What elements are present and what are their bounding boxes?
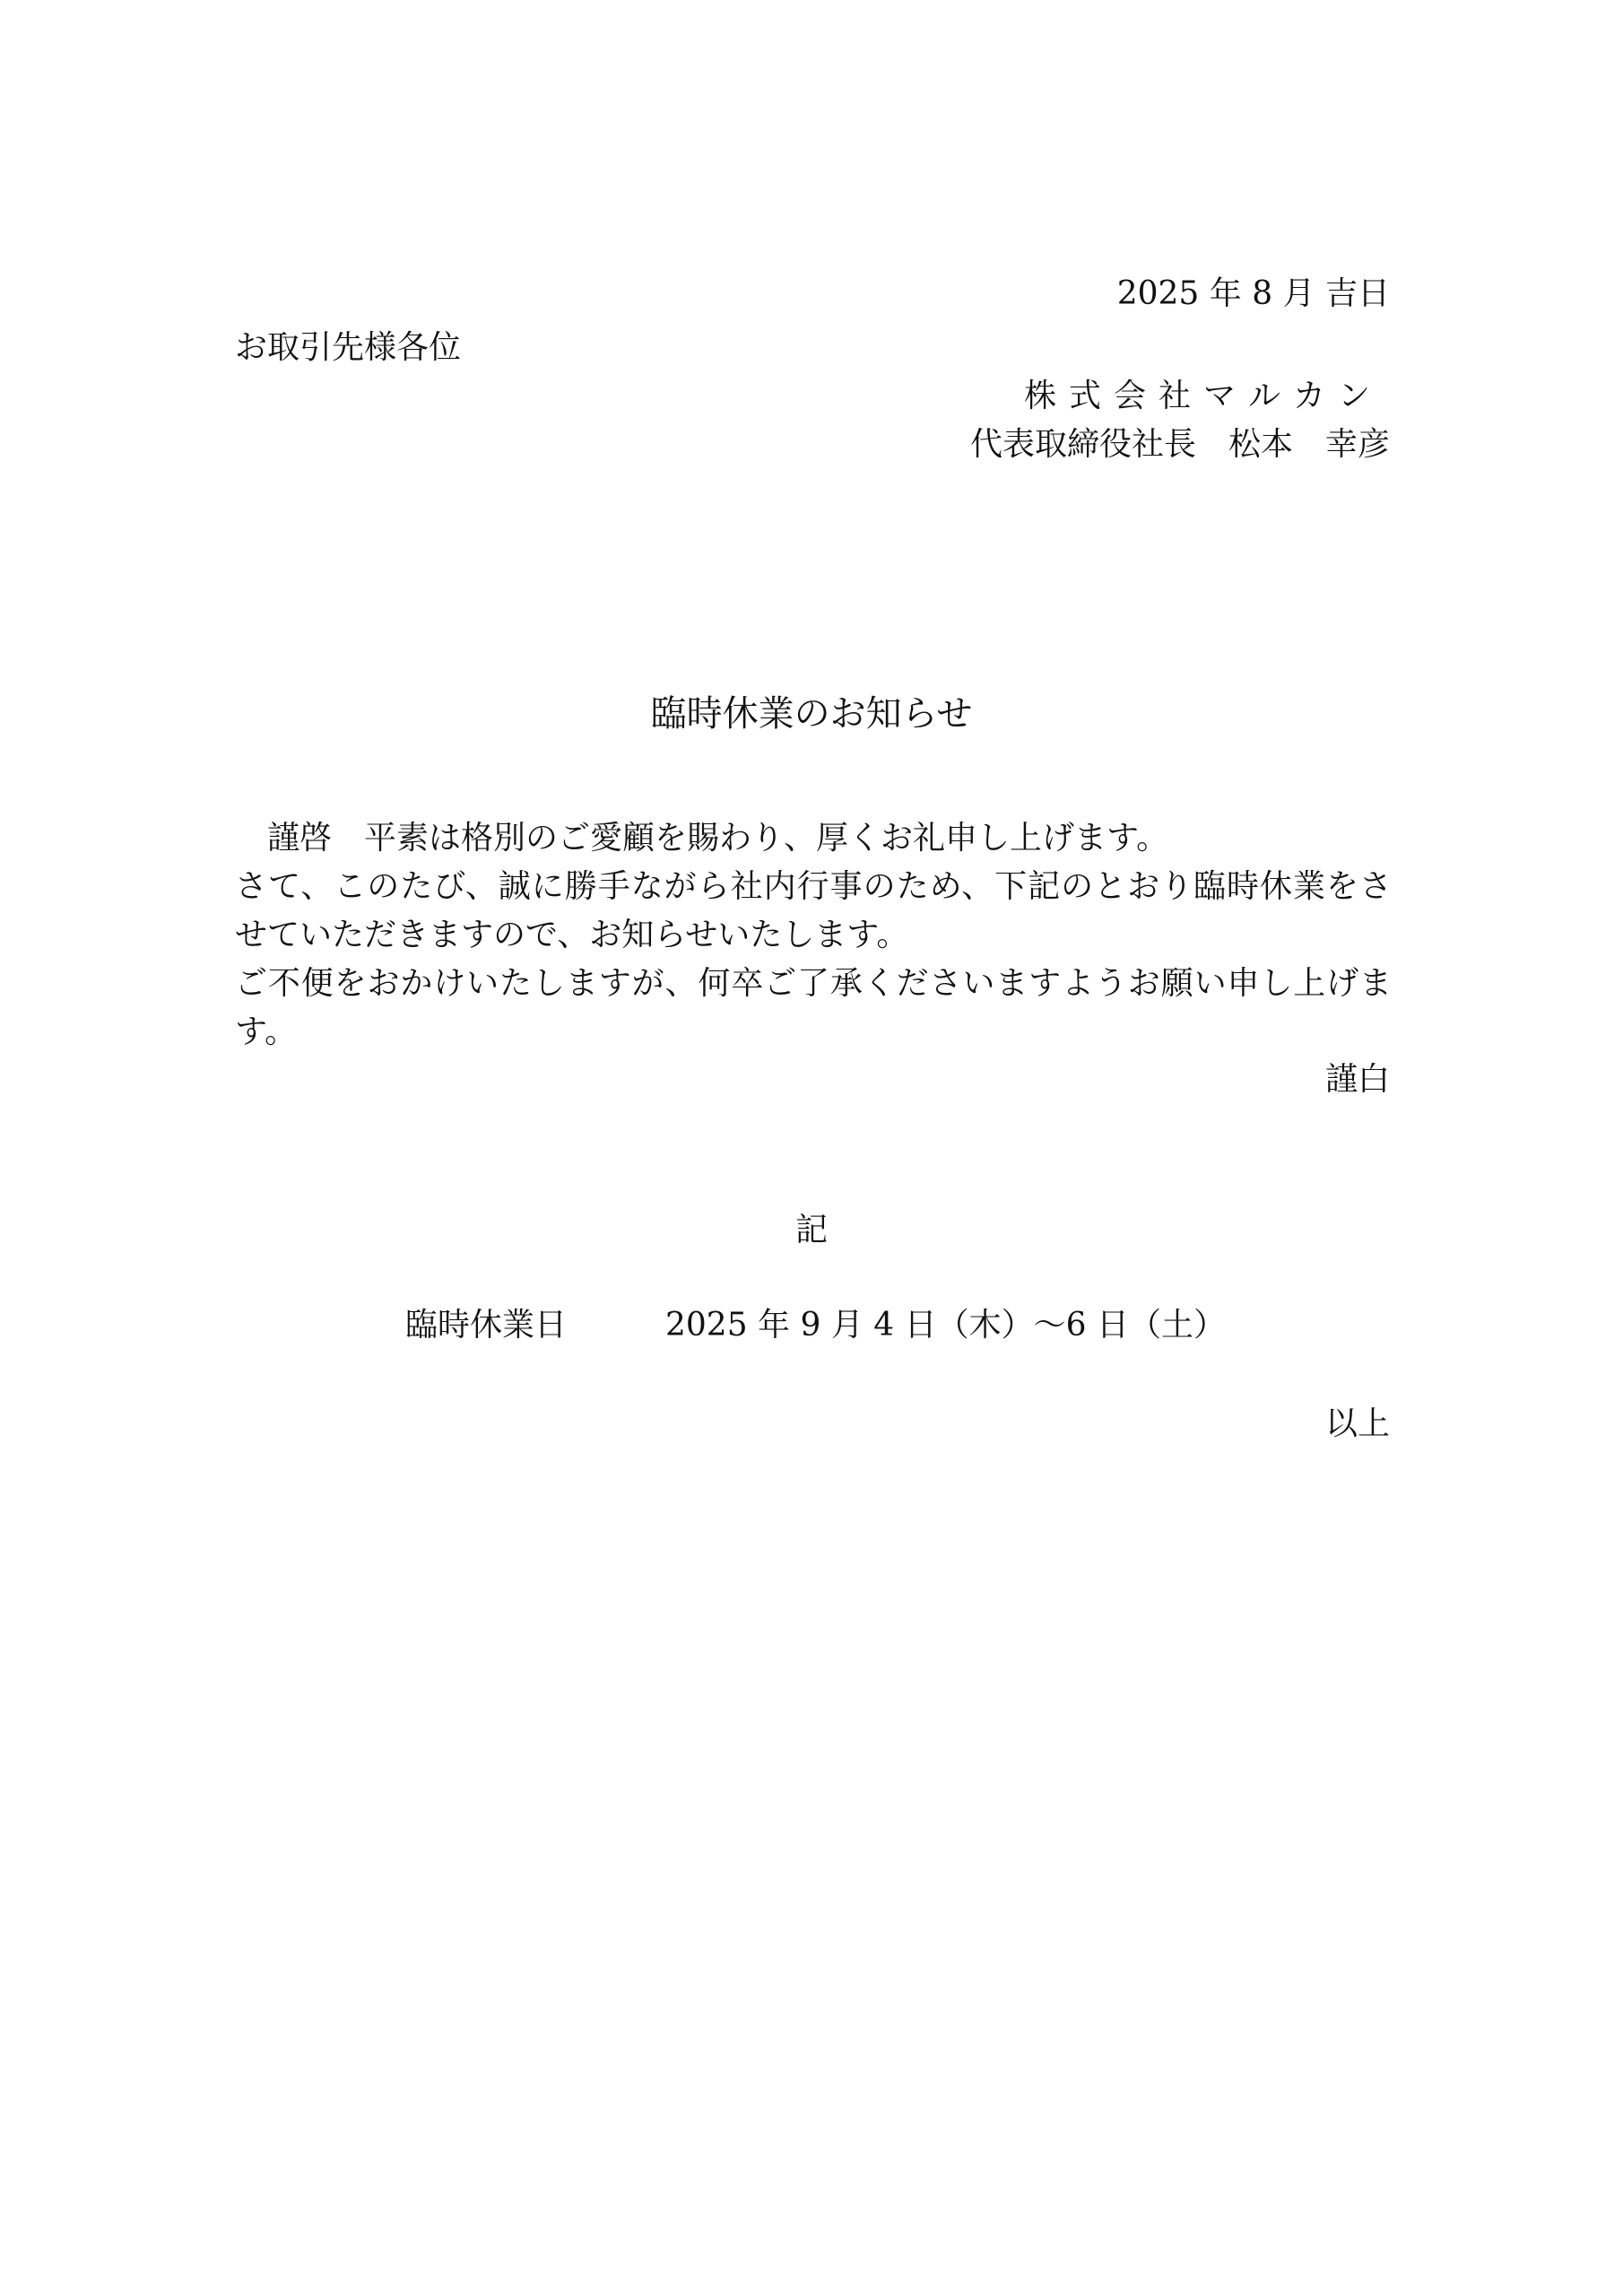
document-title: 臨時休業のお知らせ	[650, 693, 973, 735]
holiday-dates: 2025 年 9 月 4 日（木）～6 日（土）	[665, 1307, 1226, 1344]
body-paragraph: 謹啓 平素は格別のご愛顧を賜わり、厚くお礼申し上げます。	[235, 820, 1169, 857]
body-paragraph: ご不便をおかけいたしますが、何卒ご了承くださいますようお願い申し上げます。	[235, 965, 1392, 1050]
issue-date: 2025 年 8 月 吉日	[1116, 275, 1390, 312]
holiday-label: 臨時休業日	[405, 1307, 568, 1344]
record-heading: 記	[794, 1212, 828, 1248]
company-name: 株式会社マルカン	[1023, 378, 1383, 414]
closing-word: 謹白	[1324, 1061, 1390, 1098]
body-paragraph: さて、このたび、誠に勝手ながら社内行事のため、下記のとおり臨時休業をさせていただきますので、お知らせいたします。	[235, 868, 1392, 953]
body-text	[235, 814, 1392, 1057]
representative-name: 代表取締役社長 松本 幸彦	[969, 426, 1390, 463]
end-mark: 以上	[1324, 1405, 1390, 1442]
recipient: お取引先様各位	[235, 329, 462, 366]
